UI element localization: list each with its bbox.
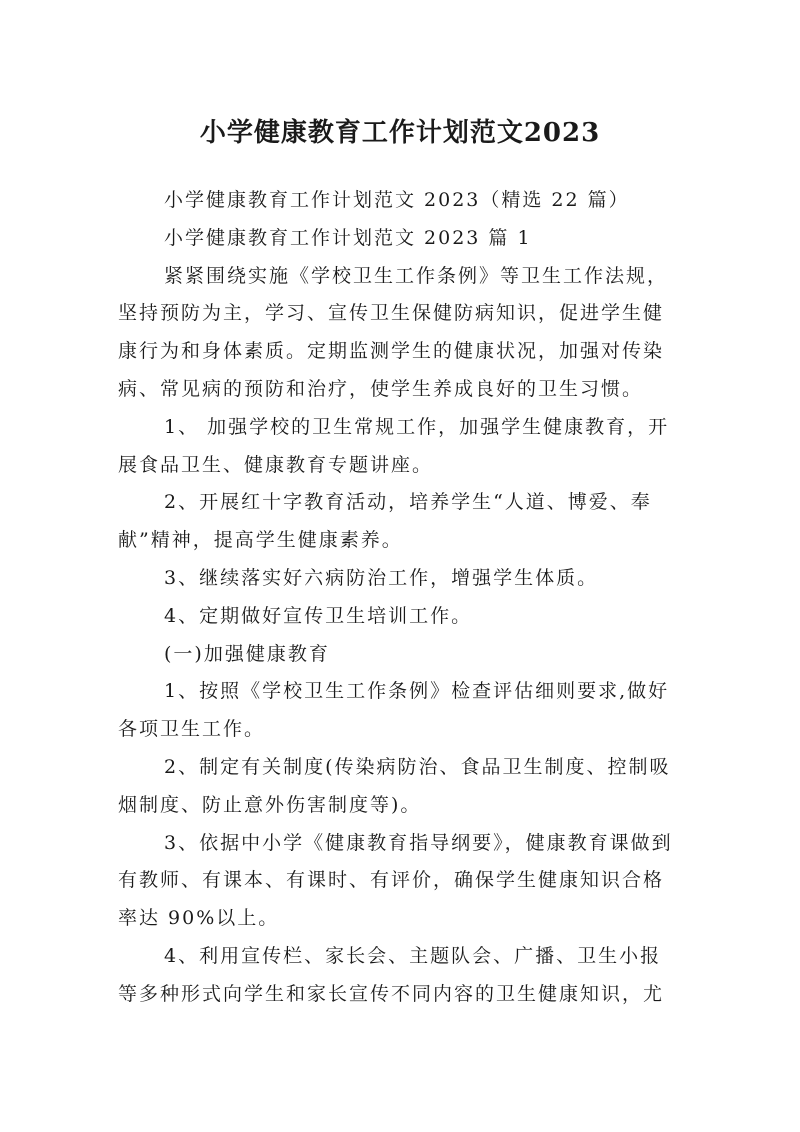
body-line: 4、利用宣传栏、家长会、主题队会、广播、卫生小报 xyxy=(164,944,662,967)
body-line: 有教师、有课本、有课时、有评价，确保学生健康知识合格 xyxy=(118,869,665,892)
body-line: 小学健康教育工作计划范文 2023（精选 22 篇） xyxy=(164,189,630,211)
body-line: 1、 加强学校的卫生常规工作，加强学生健康教育，开 xyxy=(164,415,670,438)
body-line: 3、继续落实好六病防治工作，增强学生体质。 xyxy=(164,566,599,589)
body-line: 4、定期做好宣传卫生培训工作。 xyxy=(164,604,473,627)
body-line: 献”精神，提高学生健康素养。 xyxy=(118,529,403,552)
body-line: 1、按照《学校卫生工作条例》检查评估细则要求,做好 xyxy=(164,680,670,703)
body-line: 小学健康教育工作计划范文 2023 篇 1 xyxy=(164,226,532,249)
body-line: (一)加强健康教育 xyxy=(164,642,330,665)
body-line: 率达 90%以上。 xyxy=(118,907,280,930)
body-line: 2、制定有关制度(传染病防治、食品卫生制度、控制吸 xyxy=(164,755,671,778)
body-line: 3、依据中小学《健康教育指导纲要》，健康教育课做到 xyxy=(164,831,673,854)
body-line: 烟制度、防止意外伤害制度等)。 xyxy=(118,793,422,816)
document-title: 小学健康教育工作计划范文2023 xyxy=(199,118,601,149)
body-line: 展食品卫生、健康教育专题讲座。 xyxy=(118,453,434,476)
document-body xyxy=(118,182,684,1014)
body-line: 2、开展红十字教育活动，培养学生“人道、博爱、奉 xyxy=(164,491,652,514)
body-line: 紧紧围绕实施《学校卫生工作条例》等卫生工作法规， xyxy=(164,264,669,287)
body-line: 康行为和身体素质。定期监测学生的健康状况，加强对传染 xyxy=(118,340,665,363)
body-line: 各项卫生工作。 xyxy=(118,718,266,741)
body-line: 病、常见病的预防和治疗，使学生养成良好的卫生习惯。 xyxy=(118,377,644,400)
body-line: 等多种形式向学生和家长宣传不同内容的卫生健康知识，尤 xyxy=(118,982,665,1005)
body-line: 坚持预防为主，学习、宣传卫生保健防病知识，促进学生健 xyxy=(118,302,665,325)
